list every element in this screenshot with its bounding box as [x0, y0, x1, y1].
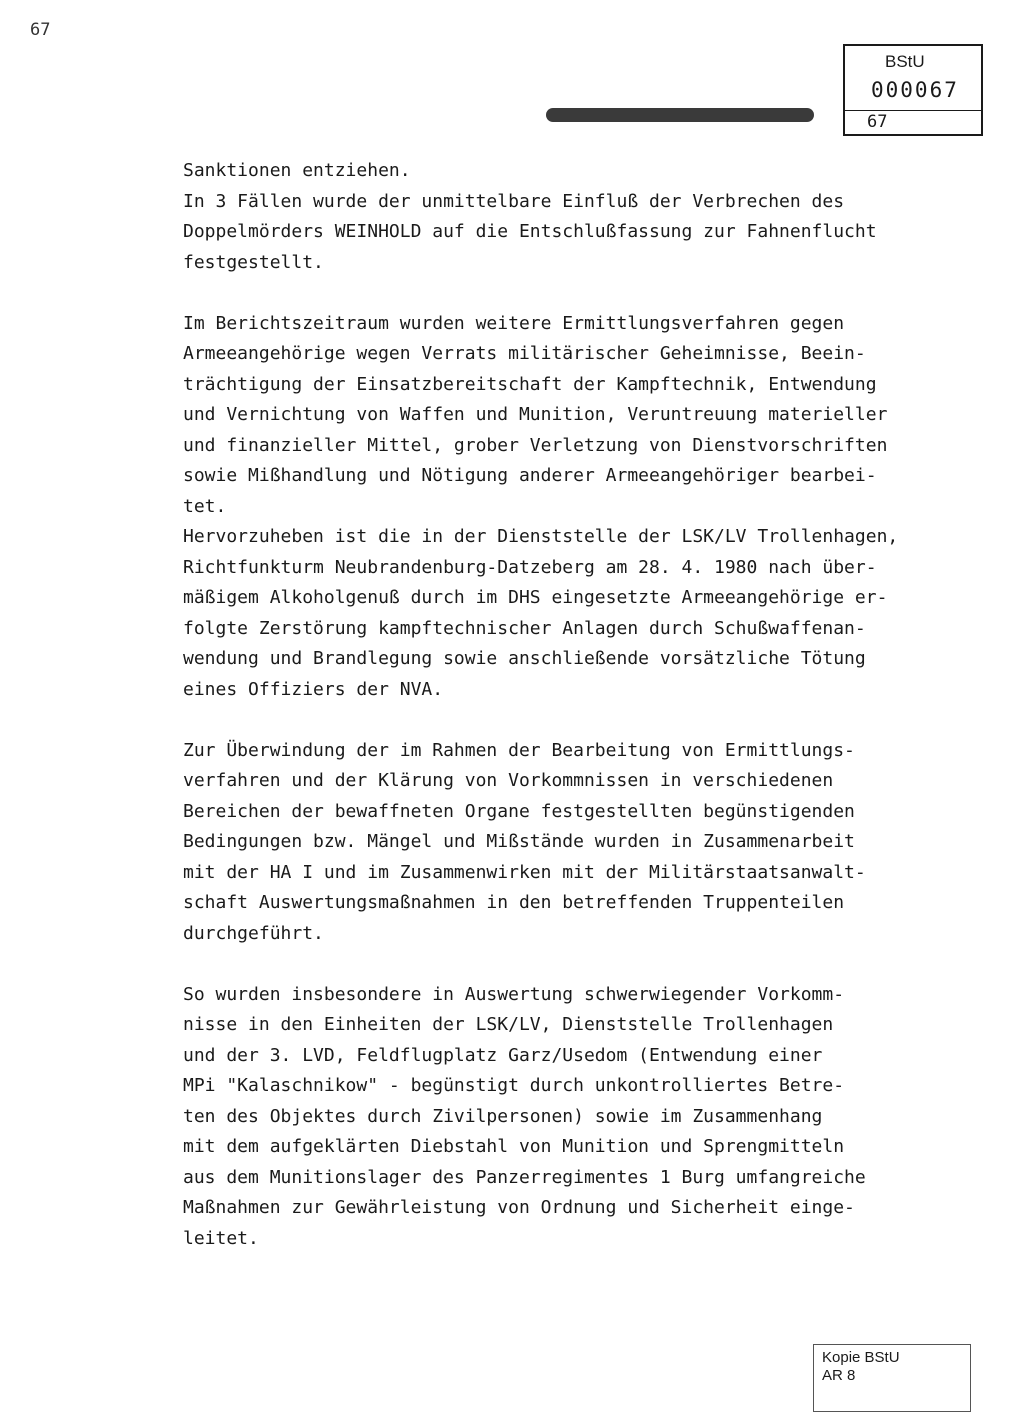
text-line: wendung und Brandlegung sowie anschließende vorsätzliche Tötung: [183, 648, 866, 669]
text-line: Bereichen der bewaffneten Organe festgestellten begünstigenden: [183, 800, 855, 822]
redaction-bar: [546, 108, 814, 122]
blank-line: [183, 278, 983, 309]
text-line: durchgeführt.: [183, 922, 324, 944]
text-line: leitet.: [183, 1227, 259, 1249]
text-line: trächtigung der Einsatzbereitschaft der Kampftechnik, Entwendung: [183, 373, 877, 395]
text-line: und der 3. LVD, Feldflugplatz Garz/Usedom (Entwendung einer: [183, 1044, 823, 1066]
text-line: mit dem aufgeklärten Diebstahl von Munition und Sprengmitteln: [183, 1136, 845, 1157]
text-line: festgestellt.: [183, 251, 324, 273]
text-line: mit der HA I und im Zusammenwirken mit der Militärstaatsanwalt-: [183, 861, 866, 883]
blank-line: [183, 949, 983, 980]
text-line: Sanktionen entziehen.: [183, 160, 411, 181]
archive-stamp-page: 67: [867, 112, 888, 132]
text-line: So wurden insbesondere in Auswertung schwerwiegender Vorkomm-: [183, 983, 845, 1005]
copy-stamp-line1: Kopie BStU: [822, 1349, 900, 1366]
text-line: ten des Objektes durch Zivilpersonen) sowie im Zusammenhang: [183, 1105, 823, 1127]
archive-stamp-number: 000067: [871, 78, 959, 102]
text-line: Maßnahmen zur Gewährleistung von Ordnung und Sicherheit einge-: [183, 1197, 855, 1218]
text-line: folgte Zerstörung kampftechnischer Anlagen durch Schußwaffenan-: [183, 617, 866, 639]
text-line: sowie Mißhandlung und Nötigung anderer Armeeangehöriger bearbei-: [183, 465, 877, 486]
text-line: nisse in den Einheiten der LSK/LV, Dienststelle Trollenhagen: [183, 1014, 834, 1035]
text-line: und finanzieller Mittel, grober Verletzung von Dienstvorschriften: [183, 434, 888, 456]
blank-line: [183, 705, 983, 736]
corner-page-mark: 67: [30, 20, 51, 40]
text-line: mäßigem Alkoholgenuß durch im DHS eingesetzte Armeeangehörige er-: [183, 587, 888, 608]
text-line: aus dem Munitionslager des Panzerregimentes 1 Burg umfangreiche: [183, 1166, 866, 1188]
text-line: Im Berichtszeitraum wurden weitere Ermittlungsverfahren gegen: [183, 312, 845, 334]
text-line: verfahren und der Klärung von Vorkommnissen in verschiedenen: [183, 770, 834, 791]
text-line: In 3 Fällen wurde der unmittelbare Einfluß der Verbrechen des: [183, 190, 845, 212]
archive-stamp-divider: [845, 110, 981, 111]
text-line: Armeeangehörige wegen Verrats militärischer Geheimnisse, Beein-: [183, 343, 866, 364]
copy-stamp: [813, 1344, 971, 1412]
text-line: Zur Überwindung der im Rahmen der Bearbeitung von Ermittlungs-: [183, 739, 855, 761]
text-line: tet.: [183, 495, 227, 517]
document-body: [183, 156, 983, 1254]
archive-stamp-title: BStU: [885, 52, 925, 71]
text-line: Richtfunkturm Neubrandenburg-Datzeberg am 28. 4. 1980 nach über-: [183, 556, 877, 578]
text-line: eines Offiziers der NVA.: [183, 678, 444, 700]
archive-stamp: [843, 44, 983, 136]
text-line: MPi "Kalaschnikow" - begünstigt durch unkontrolliertes Betre-: [183, 1075, 845, 1096]
text-line: Hervorzuheben ist die in der Dienststelle der LSK/LV Trollenhagen,: [183, 526, 899, 547]
copy-stamp-line2: AR 8: [822, 1367, 856, 1384]
text-line: und Vernichtung von Waffen und Munition, Veruntreuung materieller: [183, 404, 888, 425]
text-line: Doppelmörders WEINHOLD auf die Entschlußfassung zur Fahnenflucht: [183, 221, 877, 242]
text-line: Bedingungen bzw. Mängel und Mißstände wurden in Zusammenarbeit: [183, 831, 855, 852]
text-line: schaft Auswertungsmaßnahmen in den betreffenden Truppenteilen: [183, 892, 845, 913]
